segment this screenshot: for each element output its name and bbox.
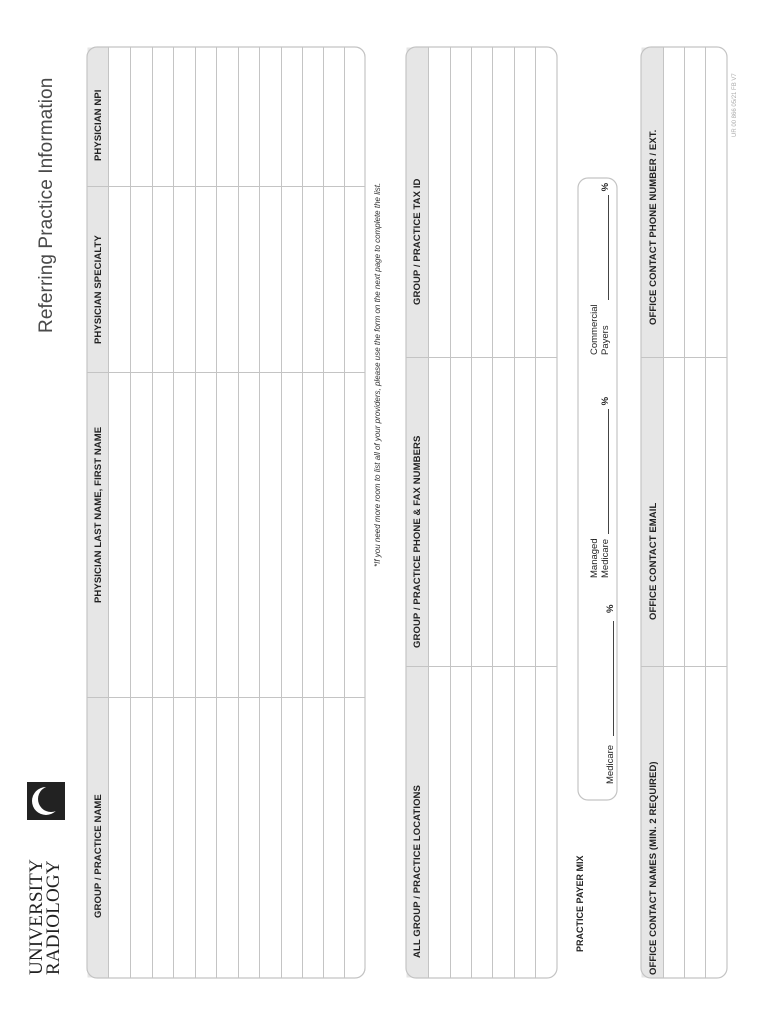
page-title: Referring Practice Information xyxy=(36,77,57,333)
header-phone-fax: GROUP / PRACTICE PHONE & FAX NUMBERS xyxy=(412,435,423,648)
medicare-label: Medicare xyxy=(605,744,616,784)
form-code: UR 00 866 05/21 FB V7 xyxy=(732,73,738,137)
medicare-input-line[interactable] xyxy=(613,621,614,736)
commercial-payers-label: Commercial Payers xyxy=(589,304,611,355)
header-physician-specialty: PHYSICIAN SPECIALTY xyxy=(93,235,104,344)
managed-medicare-percent: % xyxy=(600,396,611,406)
payer-mix-label: PRACTICE PAYER MIX xyxy=(575,855,585,952)
header-practice-locations: ALL GROUP / PRACTICE LOCATIONS xyxy=(412,785,423,958)
header-physician-name: PHYSICIAN LAST NAME, FIRST NAME xyxy=(93,426,104,603)
header-physician-npi: PHYSICIAN NPI xyxy=(93,89,104,161)
brand-line-2: RADIOLOGY xyxy=(43,860,64,975)
header-tax-id: GROUP / PRACTICE TAX ID xyxy=(412,178,423,305)
physicians-table xyxy=(87,47,365,978)
commercial-payers-percent: % xyxy=(600,182,611,192)
header-contact-names: OFFICE CONTACT NAMES (MIN. 2 REQUIRED) xyxy=(648,761,659,975)
locations-table xyxy=(406,47,557,978)
commercial-payers-input-line[interactable] xyxy=(608,195,609,300)
header-contact-phone: OFFICE CONTACT PHONE NUMBER / EXT. xyxy=(648,129,659,325)
brand-line-1: UNIVERSITY xyxy=(26,859,47,975)
medicare-percent: % xyxy=(605,604,616,614)
managed-medicare-input-line[interactable] xyxy=(608,409,609,534)
commercial-payers-field[interactable] xyxy=(589,183,611,355)
header-contact-email: OFFICE CONTACT EMAIL xyxy=(648,502,659,620)
overflow-note: *If you need more room to list all of your providers, please use the form on the next page to complete the list. xyxy=(373,182,382,567)
managed-medicare-label: Managed Medicare xyxy=(589,538,611,578)
header-group-practice-name: GROUP / PRACTICE NAME xyxy=(93,794,104,918)
managed-medicare-field[interactable] xyxy=(589,397,611,578)
medicare-field[interactable] xyxy=(600,605,618,784)
